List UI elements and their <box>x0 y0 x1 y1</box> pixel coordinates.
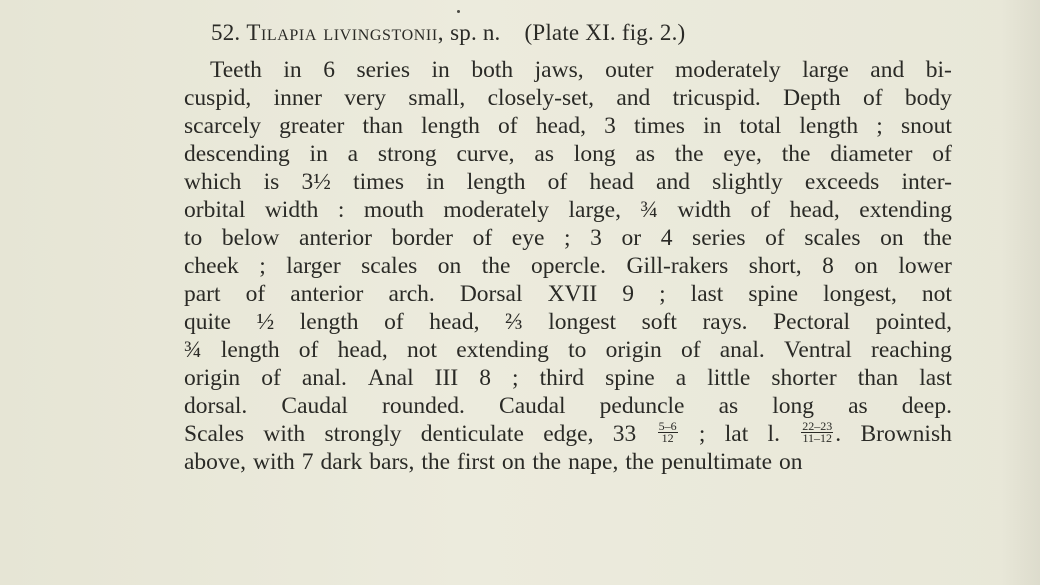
word: ¾ <box>184 337 202 363</box>
word: head, <box>337 337 388 363</box>
word: last <box>919 365 952 391</box>
word: 6 <box>323 57 335 83</box>
word: large, <box>568 197 621 223</box>
word: larger <box>286 253 341 279</box>
word: of <box>765 225 785 251</box>
word: inter- <box>901 169 952 195</box>
word: ; <box>564 225 571 251</box>
word: in <box>431 57 450 83</box>
word: on <box>880 225 904 251</box>
word: peduncle <box>599 393 685 419</box>
word: length <box>421 113 480 139</box>
word: rays. <box>702 309 748 335</box>
word: l. <box>767 421 780 447</box>
word: diameter <box>830 141 913 167</box>
word: with <box>253 449 295 475</box>
word: not <box>407 337 438 363</box>
word: long <box>772 393 815 419</box>
word: little <box>707 365 751 391</box>
word: the <box>481 253 511 279</box>
text-line <box>184 393 952 421</box>
word: 3 <box>604 113 616 139</box>
word: moderately <box>674 57 781 83</box>
word: short, <box>748 253 802 279</box>
word: ; <box>512 365 519 391</box>
word: total <box>739 113 782 139</box>
word: bars, <box>369 449 415 475</box>
word: long <box>573 141 616 167</box>
text-line <box>184 113 952 141</box>
word: extending <box>456 337 549 363</box>
word: 8 <box>479 365 491 391</box>
word: quite <box>184 309 231 335</box>
word: series <box>692 225 746 251</box>
word: extending <box>859 197 952 223</box>
text-line <box>184 337 952 365</box>
word: head, <box>535 113 586 139</box>
text-line <box>184 141 952 169</box>
word: a <box>675 365 687 391</box>
word: and <box>656 169 690 195</box>
word: Dorsal <box>459 281 523 307</box>
word: width <box>677 197 732 223</box>
word: the <box>923 225 952 251</box>
word: below <box>221 225 280 251</box>
word: Brownish <box>860 421 952 447</box>
word: 7 <box>301 449 314 475</box>
word: head <box>589 169 634 195</box>
word: 4 <box>660 225 673 251</box>
word: of <box>261 365 281 391</box>
word: anterior <box>290 281 364 307</box>
word: outer <box>605 57 654 83</box>
word: penultimate <box>661 449 773 475</box>
word: Scales <box>184 421 245 447</box>
species-designation: sp. n. <box>450 20 501 45</box>
word: closely-set, <box>487 85 594 111</box>
word: lower <box>898 253 952 279</box>
word: strongly <box>324 421 402 447</box>
word: very <box>344 85 387 111</box>
word: above, <box>184 449 246 475</box>
word: length <box>299 309 359 335</box>
word: ; <box>876 113 883 139</box>
species-name: Tilapia livingstonii, <box>246 20 445 45</box>
word: anal. <box>301 365 347 391</box>
word: Caudal <box>499 393 566 419</box>
word: of <box>862 85 883 111</box>
word: 9 <box>622 281 634 307</box>
word: slightly <box>712 169 783 195</box>
word: bi- <box>925 57 952 83</box>
word: soft <box>641 309 677 335</box>
word: curve, <box>456 141 515 167</box>
word: in <box>426 169 445 195</box>
word: scales <box>361 253 418 279</box>
word: Ventral <box>783 337 852 363</box>
word: snout <box>900 113 952 139</box>
word: body <box>904 85 952 111</box>
word: Caudal <box>281 393 348 419</box>
word: large <box>802 57 849 83</box>
word: both <box>471 57 514 83</box>
word: anal. <box>719 337 765 363</box>
word <box>656 421 680 448</box>
word: 3½ <box>301 169 331 195</box>
word: ; <box>659 281 666 307</box>
stacked-fraction: $\frac{22-23}{11-12}$ <box>802 419 833 446</box>
word: with <box>263 421 306 447</box>
word: not <box>921 281 952 307</box>
text-line <box>184 309 952 337</box>
word: $\frac{22-23}{11-12}$ . <box>802 419 842 447</box>
word: cheek <box>184 253 239 279</box>
word: series <box>356 57 410 83</box>
text-line <box>184 421 952 449</box>
word: or <box>621 225 642 251</box>
word: orbital <box>184 197 246 223</box>
word: and <box>870 57 905 83</box>
word: on <box>779 449 803 475</box>
word: the <box>674 141 704 167</box>
word: the <box>532 449 562 475</box>
word: moderately <box>443 197 550 223</box>
word: lat <box>724 421 749 447</box>
word: than <box>857 365 899 391</box>
word: greater <box>279 113 345 139</box>
word: ⅔ <box>505 309 523 335</box>
word: Gill-rakers <box>626 253 729 279</box>
text-line <box>184 169 952 197</box>
word: eye, <box>723 141 762 167</box>
word: in <box>703 113 722 139</box>
word: as <box>635 141 655 167</box>
word: first <box>457 449 495 475</box>
word: XVII <box>547 281 598 307</box>
word: length <box>220 337 280 363</box>
word: longest <box>548 309 617 335</box>
word: jaws, <box>534 57 584 83</box>
word: times <box>353 169 405 195</box>
text-line <box>184 85 952 113</box>
word: rounded. <box>382 393 465 419</box>
text-line <box>184 449 952 477</box>
text-line <box>184 281 952 309</box>
word: opercle. <box>530 253 606 279</box>
word: Pectoral <box>773 309 851 335</box>
stacked-fraction: $\frac{5-6}{12}$ <box>658 419 677 446</box>
word: on <box>854 253 878 279</box>
word: nape, <box>568 449 619 475</box>
text-line <box>184 253 952 281</box>
description-paragraph <box>184 57 952 477</box>
word: length <box>466 169 526 195</box>
word: 8 <box>822 253 834 279</box>
word: shorter <box>771 365 837 391</box>
word: as <box>848 393 868 419</box>
word: mouth <box>363 197 424 223</box>
word: Anal <box>367 365 414 391</box>
word: scarcely <box>184 113 261 139</box>
word: which <box>184 169 242 195</box>
word: to <box>568 337 587 363</box>
word: as <box>718 393 739 419</box>
word: ; <box>698 421 706 447</box>
word: descending <box>184 141 290 167</box>
word: strong <box>377 141 437 167</box>
word: is <box>263 169 280 195</box>
word: origin <box>605 337 662 363</box>
word: Depth <box>783 85 841 111</box>
word: eye <box>511 225 545 251</box>
word: head, <box>789 197 840 223</box>
word: anterior <box>298 225 373 251</box>
word: of <box>932 141 952 167</box>
word: in <box>309 141 328 167</box>
word: cuspid, <box>184 85 252 111</box>
word: 3 <box>590 225 602 251</box>
word: to <box>184 225 203 251</box>
word: last <box>690 281 724 307</box>
word: on <box>437 253 462 279</box>
word: 33 <box>612 421 637 447</box>
word: edge, <box>543 421 594 447</box>
word: reaching <box>871 337 952 363</box>
page-edge-shadow <box>1000 0 1040 585</box>
word: inner <box>273 85 322 111</box>
word: ; <box>259 253 266 279</box>
species-number: 52. <box>211 20 241 45</box>
word: the <box>625 449 655 475</box>
word: dark <box>320 449 363 475</box>
word: than <box>362 113 403 139</box>
word: border <box>391 225 453 251</box>
word: in <box>283 57 302 83</box>
word: third <box>539 365 585 391</box>
word: length <box>799 113 859 139</box>
word: Teeth <box>210 57 262 83</box>
species-heading <box>211 20 685 46</box>
word: deep. <box>901 393 952 419</box>
word: small, <box>408 85 466 111</box>
word: of <box>750 197 771 223</box>
word: spine <box>605 365 655 391</box>
text-line <box>184 365 952 393</box>
word: and <box>616 85 651 111</box>
dust-speck <box>457 10 460 13</box>
word: a <box>347 141 359 167</box>
word: scales <box>804 225 861 251</box>
word: III <box>434 365 459 391</box>
word: of <box>547 169 568 195</box>
text-line <box>184 57 952 85</box>
word: as <box>534 141 554 167</box>
text-line <box>184 225 952 253</box>
word: times <box>634 113 685 139</box>
word: dorsal. <box>184 393 248 419</box>
word: of <box>384 309 404 335</box>
word: ¾ <box>640 197 659 223</box>
word: exceeds <box>804 169 880 195</box>
plate-reference: (Plate XI. fig. 2.) <box>524 20 686 45</box>
word: of <box>498 113 518 139</box>
word: longest, <box>823 281 897 307</box>
word: ½ <box>256 309 275 335</box>
word: of <box>298 337 319 363</box>
word: width <box>264 197 319 223</box>
word: of <box>680 337 701 363</box>
word: tricuspid. <box>672 85 761 111</box>
word: head, <box>429 309 480 335</box>
word: the <box>781 141 811 167</box>
word: pointed, <box>875 309 952 335</box>
word: spine <box>748 281 798 307</box>
word: part <box>184 281 221 307</box>
text-line <box>184 197 952 225</box>
word: the <box>421 449 451 475</box>
word: on <box>501 449 526 475</box>
word: arch. <box>388 281 435 307</box>
word: : <box>337 197 345 223</box>
word: of <box>245 281 266 307</box>
word: denticulate <box>420 421 524 447</box>
word: origin <box>184 365 241 391</box>
word: of <box>472 225 493 251</box>
